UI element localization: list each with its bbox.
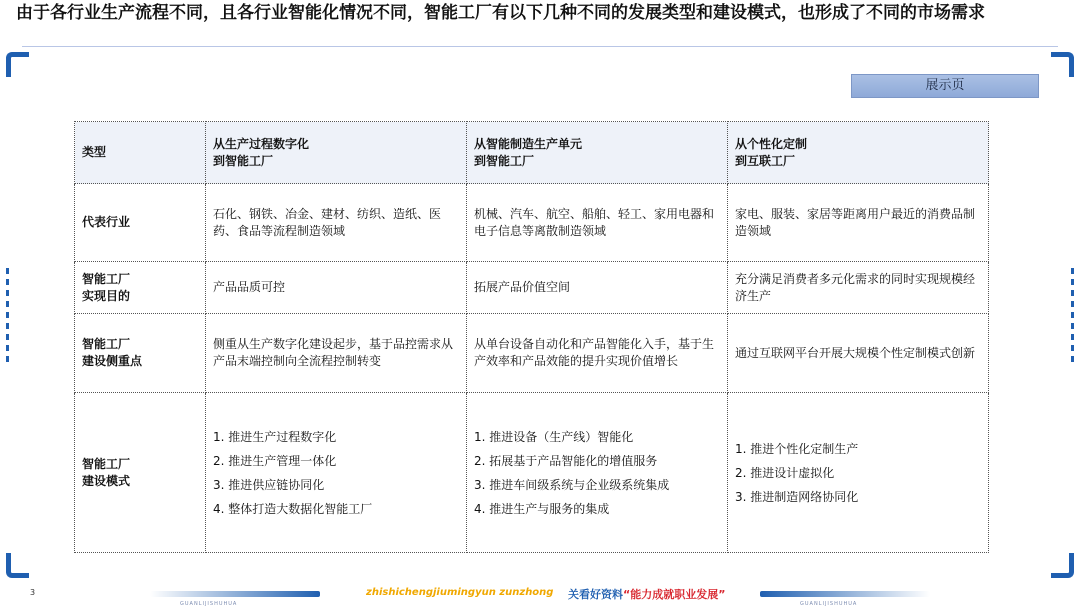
table-cell: 充分满足消费者多元化需求的同时实现规模经济生产	[728, 262, 989, 314]
row-label: 代表行业	[82, 215, 131, 229]
side-dash-left	[6, 268, 9, 364]
header-col1-line2: 到智能工厂	[213, 153, 274, 168]
table-row-purpose	[75, 262, 989, 314]
footer-tiny-text-left: GUANLIJISHUHUA	[180, 601, 238, 607]
list-item: 3. 推进供应链协同化	[213, 477, 325, 492]
page-title: 由于各行业生产流程不同，且各行业智能化情况不同，智能工厂有以下几种不同的发展类型和建设模式，也形成了不同的市场需求	[16, 3, 985, 23]
side-dash-right	[1071, 268, 1074, 364]
footer-tiny-text-right: GUANLIJISHUHUA	[800, 601, 858, 607]
list-item: 1. 推进个性化定制生产	[735, 441, 859, 456]
footer-slogan-highlight: “能力成就职业发展”	[623, 588, 726, 601]
mode-cell-col2	[467, 393, 728, 553]
header-col1-line1: 从生产过程数字化	[213, 136, 310, 151]
title-divider	[22, 46, 1058, 47]
footer-slogan-en: zhishichengjiumingyun zunzhong	[366, 587, 554, 598]
table-cell: 产品品质可控	[206, 262, 467, 314]
list-item: 2. 拓展基于产品智能化的增值服务	[474, 453, 658, 468]
corner-bracket-bottom-right	[1051, 553, 1074, 578]
row-label-line1: 智能工厂	[82, 456, 131, 471]
row-label-line1: 智能工厂	[82, 337, 131, 351]
row-label-line2: 建设模式	[82, 473, 131, 488]
header-type-cell	[75, 122, 206, 184]
footer-slogan-cn	[568, 586, 725, 602]
footer-slogan-prefix: 关看好资料	[568, 588, 623, 601]
comparison-table	[74, 121, 988, 552]
footer	[0, 582, 1080, 608]
list-item: 1. 推进设备（生产线）智能化	[474, 429, 634, 444]
table-row-focus	[75, 314, 989, 393]
table-cell: 通过互联网平台开展大规模个性定制模式创新	[728, 314, 989, 393]
corner-bracket-top-right	[1051, 52, 1074, 77]
header-col3-line1: 从个性化定制	[735, 136, 808, 151]
row-label-cell	[75, 184, 206, 262]
table-header-row	[75, 122, 989, 184]
mode-cell-col3	[728, 393, 989, 553]
list-item: 1. 推进生产过程数字化	[213, 429, 337, 444]
table-cell: 从单台设备自动化和产品智能化入手，基于生产效率和产品效能的提升实现价值增长	[467, 314, 728, 393]
list-item: 2. 推进设计虚拟化	[735, 465, 835, 480]
table-cell: 机械、汽车、航空、船舶、轻工、家用电器和电子信息等离散制造领域	[467, 184, 728, 262]
list-item: 3. 推进车间级系统与企业级系统集成	[474, 477, 670, 492]
table-row-industries	[75, 184, 989, 262]
header-col2-line2: 到智能工厂	[474, 153, 535, 168]
row-label-line2: 建设侧重点	[82, 354, 143, 368]
row-label-cell	[75, 262, 206, 314]
show-page-button[interactable]: 展示页	[851, 74, 1039, 98]
header-col2-cell	[467, 122, 728, 184]
table-cell: 家电、服装、家居等距离用户最近的消费品制造领域	[728, 184, 989, 262]
row-label-line1: 智能工厂	[82, 271, 131, 286]
table-cell: 拓展产品价值空间	[467, 262, 728, 314]
table-cell: 石化、钢铁、冶金、建材、纺织、造纸、医药、食品等流程制造领域	[206, 184, 467, 262]
row-label-cell	[75, 314, 206, 393]
list-item: 4. 整体打造大数据化智能工厂	[213, 501, 373, 516]
table-cell: 侧重从生产数字化建设起步，基于品控需求从产品末端控制向全流程控制转变	[206, 314, 467, 393]
corner-bracket-bottom-left	[6, 553, 29, 578]
header-type-label: 类型	[82, 145, 107, 159]
row-label-line2: 实现目的	[82, 288, 131, 303]
corner-bracket-top-left	[6, 52, 29, 77]
footer-bar-left	[150, 591, 320, 597]
table-row-mode	[75, 393, 989, 553]
mode-cell-col1	[206, 393, 467, 553]
list-item: 2. 推进生产管理一体化	[213, 453, 337, 468]
header-col1-cell	[206, 122, 467, 184]
page-number: 3	[30, 588, 36, 597]
row-label-cell	[75, 393, 206, 553]
footer-bar-right	[760, 591, 930, 597]
list-item: 3. 推进制造网络协同化	[735, 489, 859, 504]
header-col2-line1: 从智能制造生产单元	[474, 136, 583, 151]
header-col3-line2: 到互联工厂	[735, 153, 796, 168]
header-col3-cell	[728, 122, 989, 184]
list-item: 4. 推进生产与服务的集成	[474, 501, 610, 516]
